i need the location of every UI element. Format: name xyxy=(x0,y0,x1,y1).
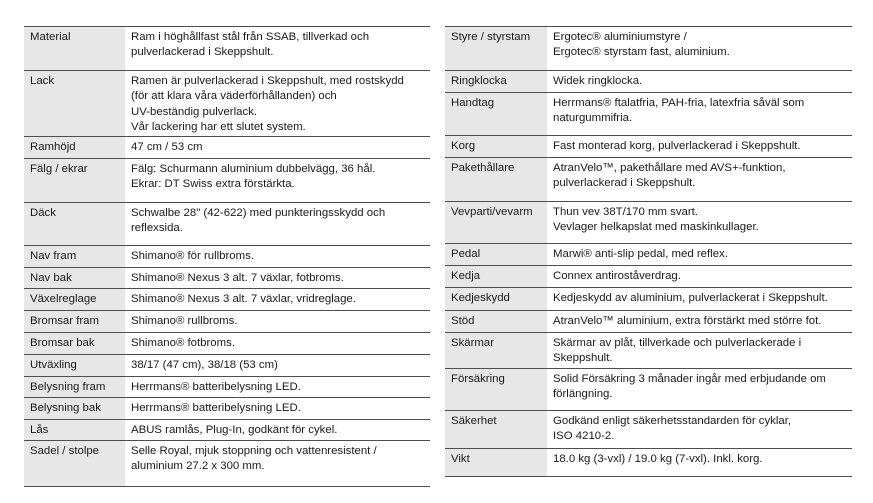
spec-label: Vikt xyxy=(445,449,547,477)
spec-value: AtranVelo™, pakethållare med AVS+-funktion, pulverlackerad i Skeppshult. xyxy=(547,158,852,202)
spec-row-korg xyxy=(445,136,852,158)
spec-row-skarmar xyxy=(445,333,852,369)
spec-label: Sadel / stolpe xyxy=(24,441,125,487)
spec-value: Widek ringklocka. xyxy=(547,71,852,93)
spec-label: Växelreglage xyxy=(24,289,125,311)
spec-value: Shimano® fotbroms. xyxy=(125,333,430,355)
spec-row-vevparti-vevarm xyxy=(445,202,852,244)
spec-row-lack xyxy=(24,71,430,137)
spec-row-bromsar-bak xyxy=(24,333,430,355)
spec-value: Shimano® Nexus 3 alt. 7 växlar, vridreglage. xyxy=(125,289,430,311)
spec-row-sakerhet xyxy=(445,411,852,449)
spec-row-material xyxy=(24,27,430,71)
spec-label: Bromsar bak xyxy=(24,333,125,355)
spec-value: Ergotec® aluminiumstyre / Ergotec® styrstam fast, aluminium. xyxy=(547,27,852,71)
spec-value: Shimano® rullbroms. xyxy=(125,311,430,333)
spec-label: Kedjeskydd xyxy=(445,288,547,311)
spec-row-belysning-fram xyxy=(24,377,430,398)
spec-value: Herrmans® ftalatfria, PAH-fria, latexfria såväl som naturgummifria. xyxy=(547,93,852,136)
spec-row-belysning-bak xyxy=(24,398,430,420)
spec-label: Korg xyxy=(445,136,547,158)
spec-row-handtag xyxy=(445,93,852,136)
spec-label: Fälg / ekrar xyxy=(24,159,125,203)
spec-label: Säkerhet xyxy=(445,411,547,449)
spec-row-vikt xyxy=(445,449,852,477)
spec-row-kedja xyxy=(445,266,852,288)
spec-row-forsakring xyxy=(445,369,852,411)
spec-label: Nav bak xyxy=(24,268,125,289)
spec-value: Shimano® Nexus 3 alt. 7 växlar, fotbroms. xyxy=(125,268,430,289)
spec-label: Däck xyxy=(24,203,125,246)
spec-value: AtranVelo™ aluminium, extra förstärkt med större fot. xyxy=(547,311,852,333)
spec-row-nav-fram xyxy=(24,246,430,268)
spec-value: 47 cm / 53 cm xyxy=(125,137,430,159)
spec-row-kedjeskydd xyxy=(445,288,852,311)
spec-value: Kedjeskydd av aluminium, pulverlackerat i Skeppshult. xyxy=(547,288,852,311)
spec-value: Ram i höghållfast stål från SSAB, tillverkad och pulverlackerad i Skeppshult. xyxy=(125,27,430,71)
spec-value: Godkänd enligt säkerhetsstandarden för cyklar, ISO 4210-2. xyxy=(547,411,852,449)
spec-row-ringklocka xyxy=(445,71,852,93)
spec-label: Material xyxy=(24,27,125,71)
spec-row-vaxelreglage xyxy=(24,289,430,311)
spec-label: Ringklocka xyxy=(445,71,547,93)
spec-row-falg-ekrar xyxy=(24,159,430,203)
spec-row-ramhojd xyxy=(24,137,430,159)
spec-label: Försäkring xyxy=(445,369,547,411)
spec-value: Thun vev 38T/170 mm svart. Vevlager helkapslat med maskinkullager. xyxy=(547,202,852,244)
spec-label: Belysning fram xyxy=(24,377,125,398)
spec-value: ABUS ramlås, Plug-In, godkänt för cykel. xyxy=(125,420,430,441)
spec-value: Ramen är pulverlackerad i Skeppshult, med rostskydd (för att klara våra väderförhållanden) och UV-beständig pulverlack. Vår lackering har ett slutet system. xyxy=(125,71,430,137)
spec-label: Belysning bak xyxy=(24,398,125,420)
spec-value: Marwi® anti-slip pedal, med reflex. xyxy=(547,244,852,266)
spec-row-pedal xyxy=(445,244,852,266)
spec-value: Herrmans® batteribelysning LED. xyxy=(125,377,430,398)
spec-value: Connex antiroståverdrag. xyxy=(547,266,852,288)
spec-table-right xyxy=(445,26,852,477)
spec-label: Ramhöjd xyxy=(24,137,125,159)
spec-label: Pakethållare xyxy=(445,158,547,202)
spec-label: Bromsar fram xyxy=(24,311,125,333)
spec-label: Lås xyxy=(24,420,125,441)
spec-row-sadel-stolpe xyxy=(24,441,430,487)
spec-label: Utväxling xyxy=(24,355,125,377)
spec-value: Schwalbe 28" (42-622) med punkteringsskydd och reflexsida. xyxy=(125,203,430,246)
spec-row-bromsar-fram xyxy=(24,311,430,333)
spec-value: Fast monterad korg, pulverlackerad i Skeppshult. xyxy=(547,136,852,158)
spec-label: Handtag xyxy=(445,93,547,136)
spec-label: Skärmar xyxy=(445,333,547,369)
spec-row-pakethallare xyxy=(445,158,852,202)
spec-table-left xyxy=(24,26,430,487)
spec-label: Nav fram xyxy=(24,246,125,268)
spec-row-utvaxling xyxy=(24,355,430,377)
spec-value: 38/17 (47 cm), 38/18 (53 cm) xyxy=(125,355,430,377)
spec-value: Skärmar av plåt, tillverkade och pulverlackerade i Skeppshult. xyxy=(547,333,852,369)
spec-row-dack xyxy=(24,203,430,246)
spec-value: Solid Försäkring 3 månader ingår med erbjudande om förlängning. xyxy=(547,369,852,411)
spec-row-nav-bak xyxy=(24,268,430,289)
spec-row-styre-styrstam xyxy=(445,27,852,71)
spec-label: Pedal xyxy=(445,244,547,266)
spec-label: Styre / styrstam xyxy=(445,27,547,71)
spec-row-las xyxy=(24,420,430,441)
spec-label: Kedja xyxy=(445,266,547,288)
spec-label: Stöd xyxy=(445,311,547,333)
spec-value: Shimano® för rullbroms. xyxy=(125,246,430,268)
spec-label: Lack xyxy=(24,71,125,137)
spec-value: Herrmans® batteribelysning LED. xyxy=(125,398,430,420)
spec-row-stod xyxy=(445,311,852,333)
spec-value: Fälg: Schurmann aluminium dubbelvägg, 36 hål. Ekrar: DT Swiss extra förstärkta. xyxy=(125,159,430,203)
spec-value: 18.0 kg (3-vxl) / 19.0 kg (7-vxl). Inkl. korg. xyxy=(547,449,852,477)
spec-label: Vevparti/vevarm xyxy=(445,202,547,244)
spec-value: Selle Royal, mjuk stoppning och vattenresistent / aluminium 27.2 x 300 mm. xyxy=(125,441,430,487)
